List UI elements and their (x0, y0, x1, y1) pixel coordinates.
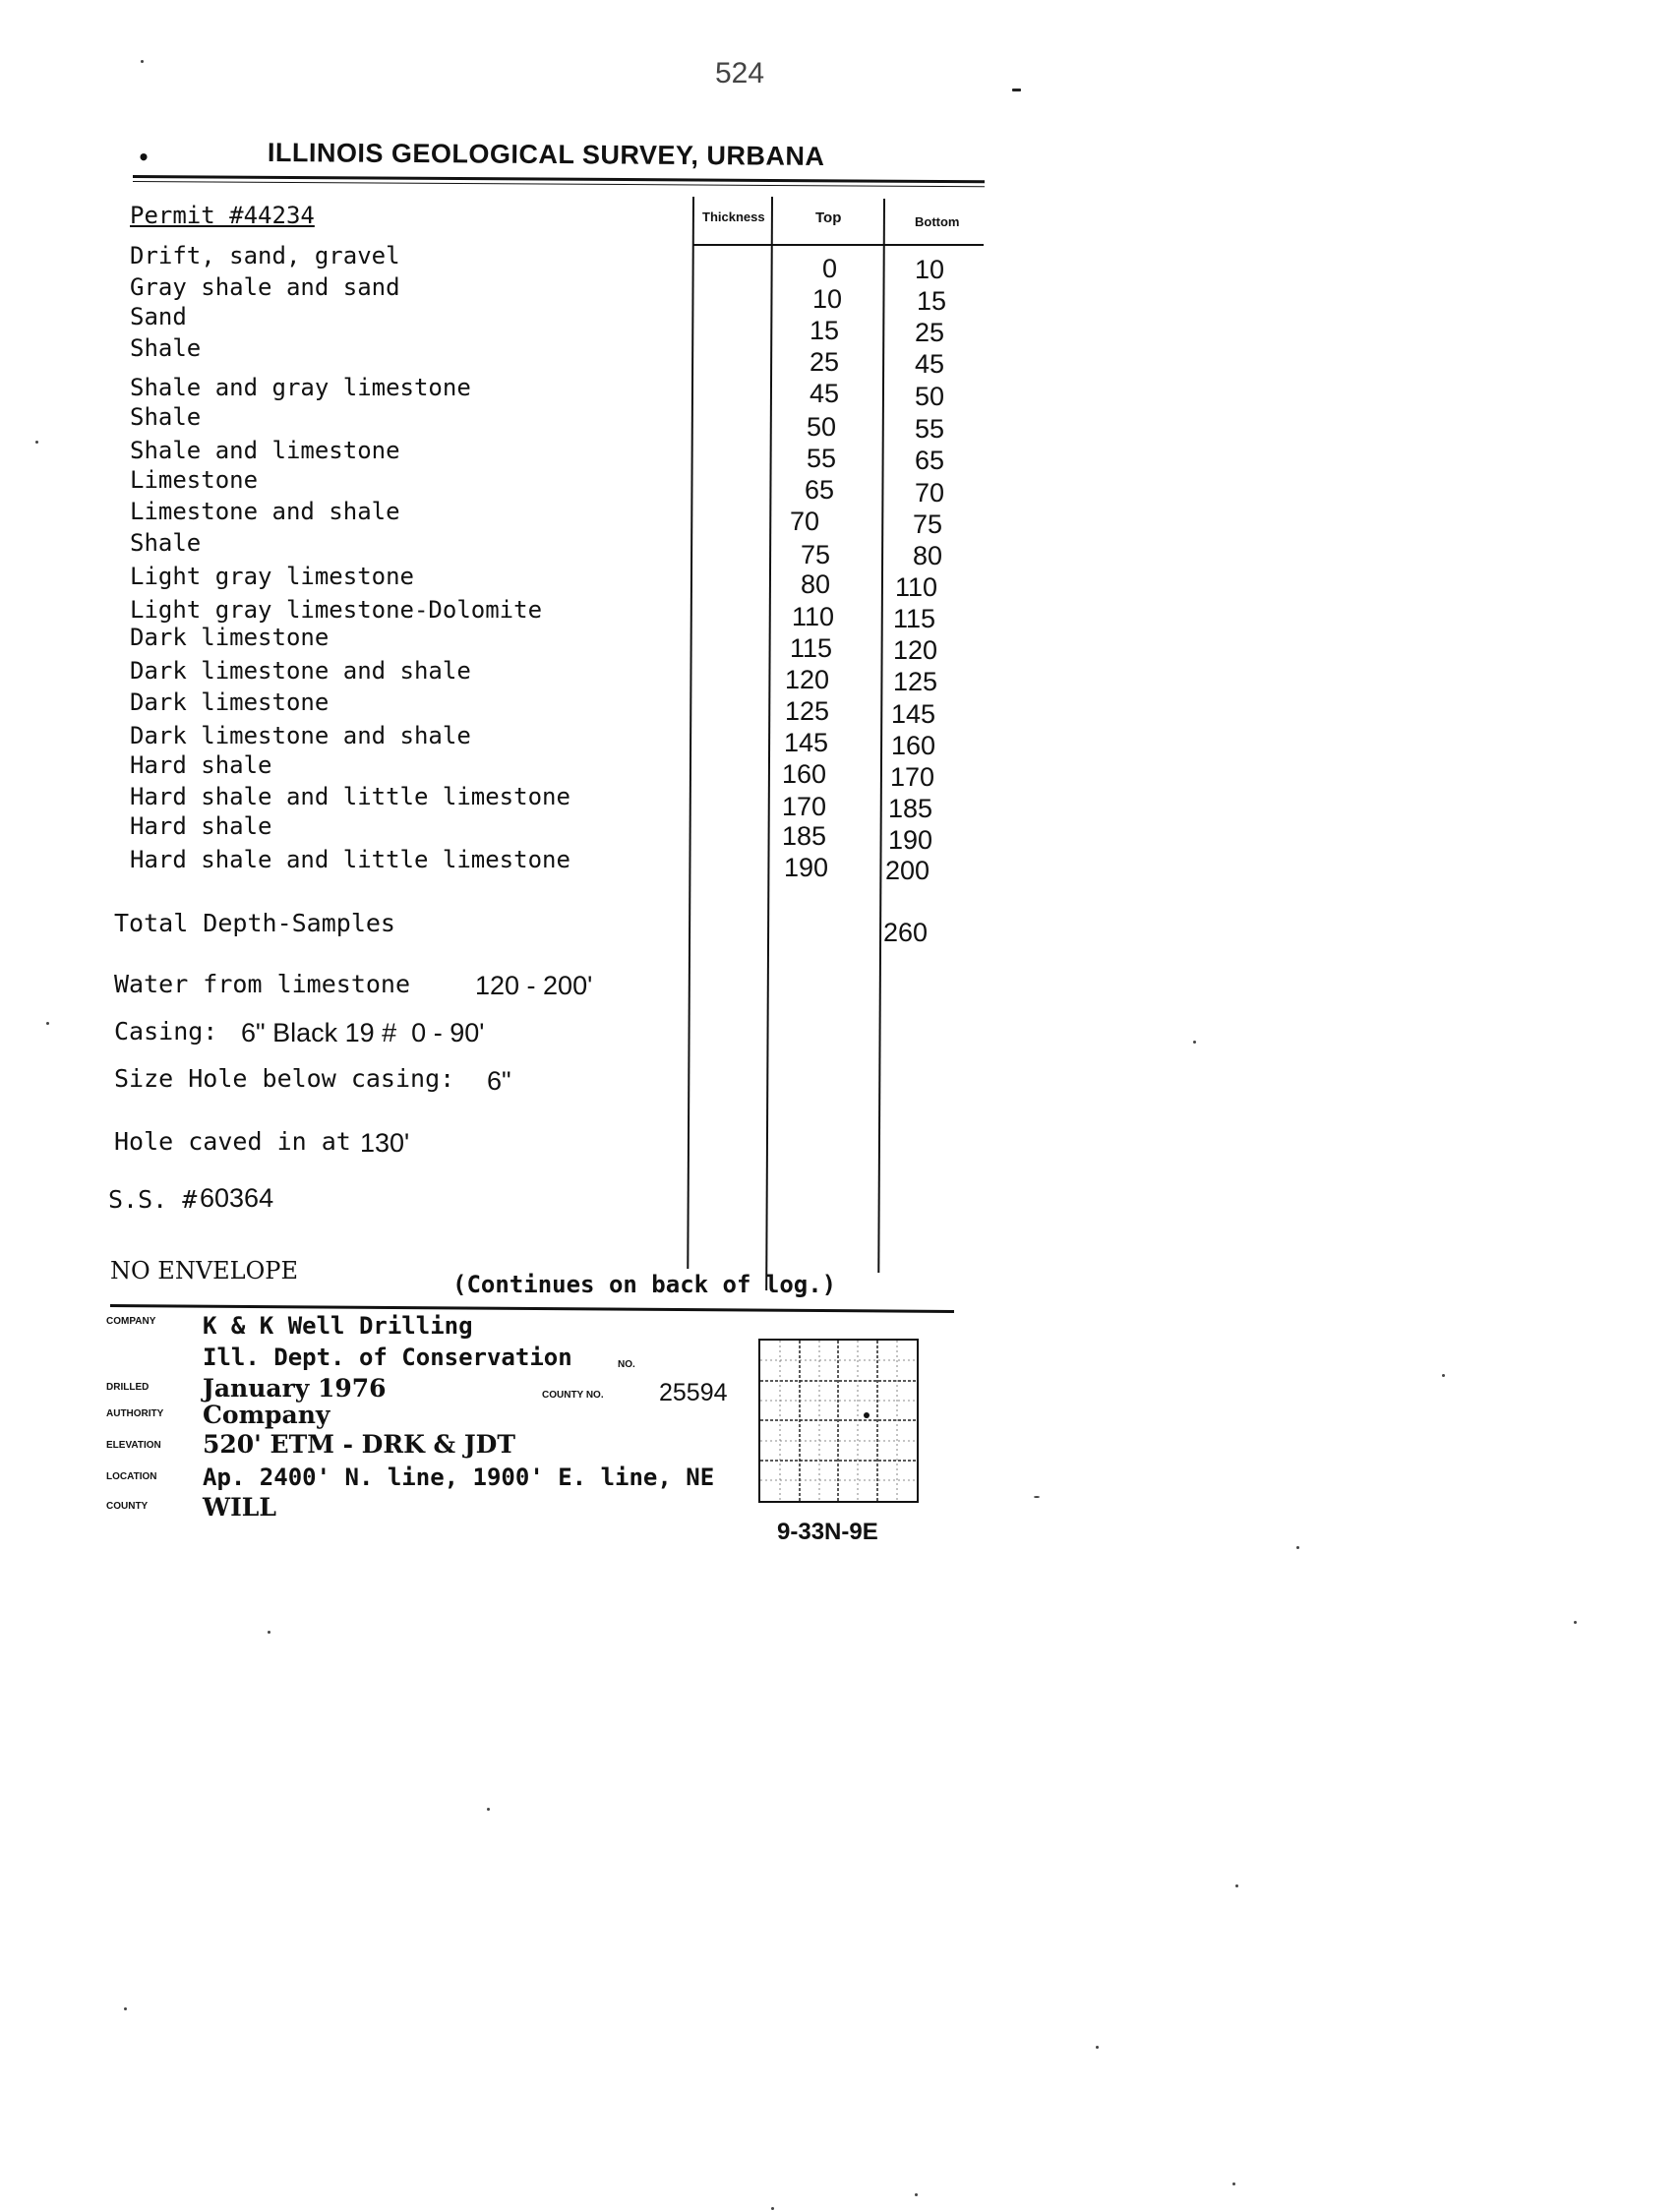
bottom-depth: 190 (888, 825, 933, 855)
top-depth: 15 (810, 316, 840, 345)
top-depth: 0 (822, 254, 838, 283)
company-label: COMPANY (106, 1316, 156, 1327)
size-hole-value: 6" (487, 1066, 511, 1096)
speck (1574, 1621, 1577, 1624)
bottom-depth: 125 (893, 667, 938, 696)
top-depth: 75 (801, 540, 831, 569)
formation-name: Hard shale (130, 751, 272, 779)
speck (268, 1631, 270, 1634)
column-divider-1 (687, 197, 694, 1269)
elevation-label: ELEVATION (106, 1440, 161, 1451)
county-no: 25594 (659, 1379, 728, 1406)
company: K & K Well Drilling (203, 1312, 473, 1340)
speck (1096, 2046, 1099, 2049)
bottom-depth: 120 (893, 635, 938, 665)
authority: Company (203, 1401, 330, 1429)
col-head-thickness: Thickness (702, 209, 765, 224)
formation-name: Sand (130, 303, 187, 330)
bottom-depth: 55 (915, 414, 945, 444)
formation-name: Shale and gray limestone (130, 374, 471, 401)
township-range: 9-33N-9E (777, 1519, 878, 1545)
ss-label: S.S. # (108, 1185, 198, 1214)
no-envelope: NO ENVELOPE (110, 1257, 298, 1285)
hole-caved-label: Hole caved in at (114, 1127, 351, 1156)
top-depth: 125 (785, 696, 830, 726)
bottom-depth: 160 (891, 731, 936, 760)
section-grid-lines (760, 1341, 917, 1501)
speck (35, 441, 38, 444)
casing-value: 6" Black 19 # 0 - 90' (241, 1018, 485, 1047)
elevation: 520' ETM - DRK & JDT (203, 1430, 515, 1459)
top-depth: 160 (782, 759, 827, 789)
bottom-depth: 75 (913, 509, 943, 539)
location-label: LOCATION (106, 1471, 157, 1482)
column-divider-3 (877, 199, 885, 1273)
bottom-depth: 110 (895, 572, 938, 602)
speck (1232, 2182, 1235, 2185)
drilled-date: January 1976 (203, 1374, 387, 1403)
bottom-depth: 70 (915, 478, 945, 508)
header-bullet: • (138, 146, 150, 169)
bottom-depth: 170 (890, 762, 935, 792)
size-hole-label: Size Hole below casing: (114, 1064, 455, 1093)
county-no-label: COUNTY NO. (542, 1390, 604, 1401)
top-depth: 70 (790, 507, 820, 536)
formation-name: Light gray limestone (130, 563, 414, 590)
hole-caved-value: 130' (360, 1128, 410, 1158)
formation-name: Hard shale (130, 812, 272, 840)
speck (915, 2193, 918, 2196)
bottom-depth: 25 (915, 318, 945, 347)
formation-name: Shale (130, 334, 202, 362)
speck (487, 1808, 490, 1811)
top-depth: 65 (805, 475, 835, 505)
authority-label: AUTHORITY (106, 1408, 164, 1419)
formation-name: Dark limestone (130, 624, 330, 651)
top-depth: 190 (784, 853, 829, 882)
header-underline (693, 244, 984, 246)
speck (141, 60, 144, 63)
top-depth: 55 (807, 444, 837, 473)
speck (46, 1022, 49, 1025)
page-number: 524 (715, 57, 765, 90)
top-depth: 10 (812, 284, 843, 314)
ss-value: 60364 (200, 1183, 274, 1213)
col-head-bottom: Bottom (915, 214, 960, 229)
bottom-depth: 115 (893, 604, 936, 633)
bottom-depth: 200 (885, 856, 930, 885)
top-depth: 80 (801, 569, 831, 599)
drilled-label: DRILLED (106, 1382, 150, 1393)
bottom-depth: 50 (915, 382, 945, 411)
farm: Ill. Dept. of Conservation (203, 1344, 572, 1371)
top-depth: 50 (807, 412, 837, 442)
top-depth: 110 (792, 602, 835, 631)
top-depth: 120 (785, 665, 830, 694)
continues-note: (Continues on back of log.) (452, 1271, 837, 1298)
top-depth: 170 (782, 792, 827, 821)
speck (771, 2207, 774, 2210)
water-value: 120 - 200' (475, 971, 593, 1000)
total-depth-value: 260 (883, 918, 929, 947)
top-depth: 185 (782, 821, 827, 851)
top-depth: 45 (810, 379, 840, 408)
county-label: COUNTY (106, 1501, 149, 1512)
top-depth: 115 (790, 633, 833, 663)
total-depth-label: Total Depth-Samples (114, 909, 395, 937)
formation-name: Dark limestone and shale (130, 657, 471, 685)
formation-name: Shale (130, 403, 202, 431)
speck (1235, 1884, 1238, 1887)
bottom-depth: 185 (888, 794, 933, 823)
bottom-depth: 45 (915, 349, 945, 379)
survey-title: ILLINOIS GEOLOGICAL SURVEY, URBANA (267, 138, 825, 171)
speck (1442, 1374, 1445, 1377)
formation-name: Shale and limestone (130, 437, 400, 464)
speck (1034, 1496, 1040, 1498)
formation-name: Limestone (130, 466, 259, 494)
water-label: Water from limestone (114, 970, 411, 998)
bottom-depth: 80 (913, 541, 943, 570)
bottom-depth: 15 (917, 286, 947, 316)
speck (1296, 1546, 1299, 1549)
section-location-grid (758, 1339, 919, 1503)
formation-name: Drift, sand, gravel (130, 242, 400, 269)
bottom-depth: 145 (891, 699, 936, 729)
permit-number: Permit #44234 (130, 202, 315, 229)
bottom-depth: 10 (915, 255, 945, 284)
formation-name: Hard shale and little limestone (130, 846, 570, 873)
no-label: NO. (618, 1359, 635, 1370)
formation-name: Shale (130, 529, 202, 557)
formation-name: Gray shale and sand (130, 273, 400, 301)
column-divider-2 (765, 197, 773, 1290)
formation-name: Dark limestone (130, 688, 330, 716)
location: Ap. 2400' N. line, 1900' E. line, NE (203, 1464, 715, 1491)
bottom-depth: 65 (915, 446, 945, 475)
formation-name: Limestone and shale (130, 498, 400, 525)
speck (1193, 1041, 1196, 1044)
formation-name: Light gray limestone-Dolomite (130, 596, 543, 624)
formation-name: Hard shale and little limestone (130, 783, 570, 810)
col-head-top: Top (815, 209, 842, 226)
county: WILL (203, 1493, 276, 1522)
casing-label: Casing: (114, 1017, 218, 1046)
speck (1012, 89, 1021, 91)
speck (124, 2007, 127, 2010)
top-depth: 25 (810, 347, 840, 377)
formation-name: Dark limestone and shale (130, 722, 471, 749)
top-depth: 145 (784, 728, 829, 757)
